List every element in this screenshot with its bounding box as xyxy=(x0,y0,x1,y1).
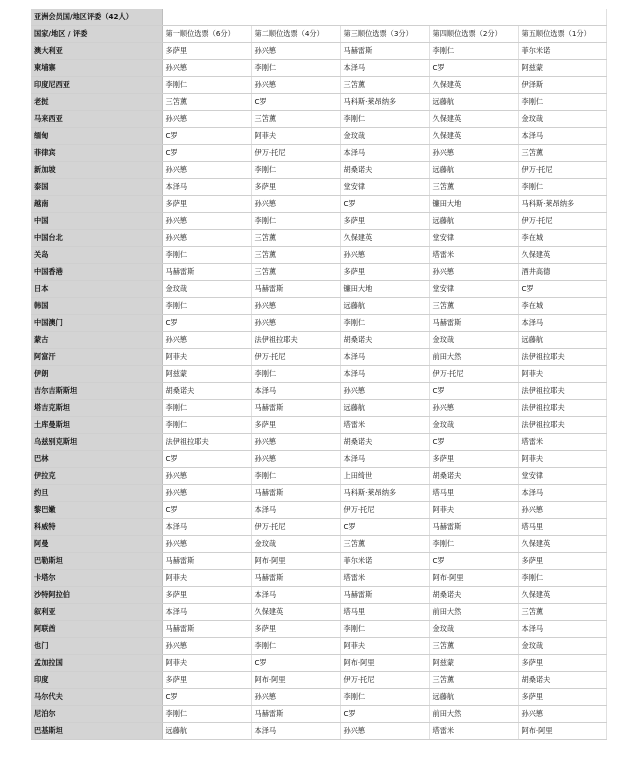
country-cell: 柬埔寨 xyxy=(31,60,162,77)
country-cell: 科威特 xyxy=(31,519,162,536)
vote-cell-1: 阿菲夫 xyxy=(162,349,251,366)
table-row xyxy=(31,281,606,298)
vote-cell-3: 金玟哉 xyxy=(340,128,429,145)
vote-cell-5: 远藤航 xyxy=(518,332,606,349)
vote-cell-2: 孙兴慜 xyxy=(251,43,340,60)
vote-cell-2: 马赫雷斯 xyxy=(251,485,340,502)
vote-cell-1: 多萨里 xyxy=(162,587,251,604)
vote-cell-3: 塔雷米 xyxy=(340,417,429,434)
vote-cell-2: 李刚仁 xyxy=(251,60,340,77)
vote-cell-3: 伊万·托尼 xyxy=(340,502,429,519)
vote-cell-4: 孙兴慜 xyxy=(429,264,518,281)
vote-cell-2: 孙兴慜 xyxy=(251,196,340,213)
vote-cell-3: 李刚仁 xyxy=(340,689,429,706)
vote-cell-4: 远藤航 xyxy=(429,689,518,706)
vote-cell-4: 远藤航 xyxy=(429,94,518,111)
vote-cell-3: 多萨里 xyxy=(340,213,429,230)
vote-cell-1: 胡桑诺夫 xyxy=(162,383,251,400)
vote-cell-5: 本泽马 xyxy=(518,621,606,638)
vote-cell-5: 塔雷米 xyxy=(518,434,606,451)
vote-cell-4: 胡桑诺夫 xyxy=(429,468,518,485)
vote-cell-2: 阿菲夫 xyxy=(251,128,340,145)
vote-cell-5: C罗 xyxy=(518,281,606,298)
table-row xyxy=(31,128,606,145)
vote-cell-3: 镰田大地 xyxy=(340,281,429,298)
vote-cell-5: 伊万·托尼 xyxy=(518,162,606,179)
vote-cell-4: C罗 xyxy=(429,434,518,451)
vote-cell-3: 塔雷米 xyxy=(340,570,429,587)
vote-cell-1: C罗 xyxy=(162,145,251,162)
country-cell: 伊朗 xyxy=(31,366,162,383)
country-cell: 马尔代夫 xyxy=(31,689,162,706)
country-cell: 印度尼西亚 xyxy=(31,77,162,94)
vote-cell-2: 孙兴慜 xyxy=(251,298,340,315)
vote-cell-4: 远藤航 xyxy=(429,162,518,179)
country-cell: 巴勒斯坦 xyxy=(31,553,162,570)
vote-cell-2: 伊万·托尼 xyxy=(251,145,340,162)
vote-cell-5: 塔马里 xyxy=(518,519,606,536)
vote-cell-4: C罗 xyxy=(429,60,518,77)
vote-cell-4: 孙兴慜 xyxy=(429,400,518,417)
vote-cell-4: 伊万·托尼 xyxy=(429,366,518,383)
vote-cell-4: 金玟哉 xyxy=(429,332,518,349)
table-row xyxy=(31,230,606,247)
vote-cell-2: 马赫雷斯 xyxy=(251,400,340,417)
vote-cell-3: 孙兴慜 xyxy=(340,723,429,740)
vote-cell-5: 三笘薰 xyxy=(518,145,606,162)
vote-cell-1: 本泽马 xyxy=(162,519,251,536)
country-cell: 蒙古 xyxy=(31,332,162,349)
vote-cell-2: 李刚仁 xyxy=(251,213,340,230)
vote-cell-5: 多萨里 xyxy=(518,655,606,672)
vote-table xyxy=(31,9,607,740)
table-row xyxy=(31,213,606,230)
table-row xyxy=(31,468,606,485)
vote-cell-1: 多萨里 xyxy=(162,43,251,60)
table-row xyxy=(31,298,606,315)
vote-cell-3: C罗 xyxy=(340,706,429,723)
vote-cell-1: 马赫雷斯 xyxy=(162,264,251,281)
country-cell: 中国澳门 xyxy=(31,315,162,332)
vote-cell-4: 多萨里 xyxy=(429,451,518,468)
vote-cell-5: 金玟哉 xyxy=(518,111,606,128)
vote-cell-5: 菲尔米诺 xyxy=(518,43,606,60)
vote-cell-5: 伊万·托尼 xyxy=(518,213,606,230)
vote-cell-4: 前田大然 xyxy=(429,604,518,621)
table-row xyxy=(31,672,606,689)
vote-cell-4: 阿兹蒙 xyxy=(429,655,518,672)
title-row xyxy=(31,9,606,26)
country-cell: 伊拉克 xyxy=(31,468,162,485)
vote-cell-1: C罗 xyxy=(162,128,251,145)
country-cell: 阿曼 xyxy=(31,536,162,553)
vote-cell-1: 法伊祖拉耶夫 xyxy=(162,434,251,451)
table-row xyxy=(31,383,606,400)
header-country: 国家/地区 / 评委 xyxy=(31,26,162,43)
vote-cell-3: 久保建英 xyxy=(340,230,429,247)
table-title: 亚洲会员国/地区评委（42人） xyxy=(31,9,162,26)
vote-cell-3: 本泽马 xyxy=(340,451,429,468)
vote-cell-4: 前田大然 xyxy=(429,349,518,366)
country-cell: 也门 xyxy=(31,638,162,655)
country-cell: 缅甸 xyxy=(31,128,162,145)
country-cell: 沙特阿拉伯 xyxy=(31,587,162,604)
vote-cell-1: 阿菲夫 xyxy=(162,570,251,587)
vote-cell-5: 阿布·阿里 xyxy=(518,723,606,740)
table-row xyxy=(31,689,606,706)
country-cell: 孟加拉国 xyxy=(31,655,162,672)
country-cell: 约旦 xyxy=(31,485,162,502)
table-row xyxy=(31,485,606,502)
table-row xyxy=(31,553,606,570)
vote-cell-1: 李刚仁 xyxy=(162,417,251,434)
vote-cell-1: 孙兴慜 xyxy=(162,60,251,77)
vote-cell-3: 伊万·托尼 xyxy=(340,672,429,689)
table-row xyxy=(31,570,606,587)
vote-cell-3: 远藤航 xyxy=(340,400,429,417)
country-cell: 乌兹别克斯坦 xyxy=(31,434,162,451)
country-cell: 尼泊尔 xyxy=(31,706,162,723)
vote-cell-4: 马赫雷斯 xyxy=(429,315,518,332)
vote-cell-4: 金玟哉 xyxy=(429,417,518,434)
vote-cell-2: 久保建英 xyxy=(251,604,340,621)
vote-cell-1: C罗 xyxy=(162,502,251,519)
vote-cell-3: 菲尔米诺 xyxy=(340,553,429,570)
vote-cell-2: 多萨里 xyxy=(251,417,340,434)
country-cell: 卡塔尔 xyxy=(31,570,162,587)
vote-cell-5: 酒井高德 xyxy=(518,264,606,281)
header-vote-3: 第三顺位选票（3分） xyxy=(340,26,429,43)
vote-cell-3: 本泽马 xyxy=(340,145,429,162)
vote-cell-5: 法伊祖拉耶夫 xyxy=(518,417,606,434)
vote-cell-5: 伊泽斯 xyxy=(518,77,606,94)
country-cell: 中国 xyxy=(31,213,162,230)
vote-cell-1: 三笘薰 xyxy=(162,94,251,111)
vote-cell-1: 李刚仁 xyxy=(162,400,251,417)
country-cell: 巴林 xyxy=(31,451,162,468)
vote-cell-3: 塔马里 xyxy=(340,604,429,621)
vote-cell-5: 久保建英 xyxy=(518,536,606,553)
vote-cell-5: 堂安律 xyxy=(518,468,606,485)
vote-cell-2: 本泽马 xyxy=(251,587,340,604)
vote-cell-3: 李刚仁 xyxy=(340,315,429,332)
vote-cell-2: 马赫雷斯 xyxy=(251,570,340,587)
vote-cell-4: 镰田大地 xyxy=(429,196,518,213)
vote-cell-3: 孙兴慜 xyxy=(340,383,429,400)
country-cell: 澳大利亚 xyxy=(31,43,162,60)
table-row xyxy=(31,332,606,349)
vote-cell-4: C罗 xyxy=(429,383,518,400)
vote-cell-1: 本泽马 xyxy=(162,179,251,196)
vote-cell-5: 李在城 xyxy=(518,230,606,247)
vote-cell-3: 马赫雷斯 xyxy=(340,43,429,60)
vote-cell-4: 孙兴慜 xyxy=(429,145,518,162)
header-vote-4: 第四顺位选票（2分） xyxy=(429,26,518,43)
vote-cell-1: C罗 xyxy=(162,315,251,332)
table-row xyxy=(31,502,606,519)
table-row xyxy=(31,111,606,128)
vote-cell-2: 马赫雷斯 xyxy=(251,706,340,723)
vote-cell-3: 马赫雷斯 xyxy=(340,587,429,604)
vote-cell-1: 多萨里 xyxy=(162,672,251,689)
vote-cell-1: 马赫雷斯 xyxy=(162,553,251,570)
vote-cell-4: 三笘薰 xyxy=(429,179,518,196)
vote-cell-5: 法伊祖拉耶夫 xyxy=(518,400,606,417)
country-cell: 阿富汗 xyxy=(31,349,162,366)
table-row xyxy=(31,621,606,638)
vote-cell-3: 孙兴慜 xyxy=(340,247,429,264)
vote-cell-2: 伊万·托尼 xyxy=(251,349,340,366)
vote-cell-2: 孙兴慜 xyxy=(251,451,340,468)
vote-cell-2: C罗 xyxy=(251,94,340,111)
vote-cell-3: 本泽马 xyxy=(340,349,429,366)
vote-cell-5: 本泽马 xyxy=(518,128,606,145)
vote-cell-1: C罗 xyxy=(162,451,251,468)
country-cell: 关岛 xyxy=(31,247,162,264)
table-row xyxy=(31,638,606,655)
vote-cell-3: 阿布·阿里 xyxy=(340,655,429,672)
vote-cell-3: 本泽马 xyxy=(340,60,429,77)
vote-cell-3: C罗 xyxy=(340,519,429,536)
vote-cell-5: 李刚仁 xyxy=(518,179,606,196)
country-cell: 老挝 xyxy=(31,94,162,111)
country-cell: 马来西亚 xyxy=(31,111,162,128)
vote-cell-5: 金玟哉 xyxy=(518,638,606,655)
table-row xyxy=(31,451,606,468)
vote-cell-1: 孙兴慜 xyxy=(162,468,251,485)
vote-cell-5: 本泽马 xyxy=(518,485,606,502)
vote-cell-5: 孙兴慜 xyxy=(518,706,606,723)
country-cell: 越南 xyxy=(31,196,162,213)
table-row xyxy=(31,400,606,417)
vote-cell-5: 李在城 xyxy=(518,298,606,315)
vote-cell-2: 李刚仁 xyxy=(251,468,340,485)
vote-cell-1: 孙兴慜 xyxy=(162,485,251,502)
vote-cell-4: 三笘薰 xyxy=(429,298,518,315)
table-row xyxy=(31,196,606,213)
vote-cell-5: 本泽马 xyxy=(518,315,606,332)
vote-cell-2: 三笘薰 xyxy=(251,230,340,247)
vote-cell-2: 马赫雷斯 xyxy=(251,281,340,298)
table-row xyxy=(31,655,606,672)
vote-cell-2: 本泽马 xyxy=(251,502,340,519)
vote-cell-2: 多萨里 xyxy=(251,179,340,196)
vote-cell-2: 李刚仁 xyxy=(251,638,340,655)
vote-cell-5: 久保建英 xyxy=(518,247,606,264)
vote-cell-4: 久保建英 xyxy=(429,128,518,145)
vote-cell-4: 阿布·阿里 xyxy=(429,570,518,587)
country-cell: 印度 xyxy=(31,672,162,689)
vote-cell-3: C罗 xyxy=(340,196,429,213)
vote-cell-3: 远藤航 xyxy=(340,298,429,315)
vote-cell-2: C罗 xyxy=(251,655,340,672)
vote-cell-3: 三笘薰 xyxy=(340,536,429,553)
vote-cell-4: 堂安律 xyxy=(429,281,518,298)
vote-cell-3: 本泽马 xyxy=(340,366,429,383)
table-row xyxy=(31,145,606,162)
vote-cell-4: 塔雷米 xyxy=(429,247,518,264)
vote-cell-3: 上田绮世 xyxy=(340,468,429,485)
vote-cell-2: 阿布·阿里 xyxy=(251,553,340,570)
vote-cell-4: 久保建英 xyxy=(429,111,518,128)
vote-cell-2: 本泽马 xyxy=(251,723,340,740)
vote-cell-1: 孙兴慜 xyxy=(162,230,251,247)
table-row xyxy=(31,587,606,604)
country-cell: 菲律宾 xyxy=(31,145,162,162)
vote-cell-5: 多萨里 xyxy=(518,553,606,570)
vote-cell-5: 法伊祖拉耶夫 xyxy=(518,349,606,366)
country-cell: 塔吉克斯坦 xyxy=(31,400,162,417)
country-cell: 中国香港 xyxy=(31,264,162,281)
vote-cell-3: 多萨里 xyxy=(340,264,429,281)
vote-cell-2: 三笘薰 xyxy=(251,264,340,281)
country-cell: 巴基斯坦 xyxy=(31,723,162,740)
country-cell: 新加坡 xyxy=(31,162,162,179)
vote-cell-3: 马科斯·莱昂纳多 xyxy=(340,485,429,502)
title-blank-cell xyxy=(162,9,606,26)
table-row xyxy=(31,417,606,434)
vote-cell-5: 法伊祖拉耶夫 xyxy=(518,383,606,400)
country-cell: 叙利亚 xyxy=(31,604,162,621)
vote-cell-4: 李刚仁 xyxy=(429,43,518,60)
vote-cell-2: 李刚仁 xyxy=(251,162,340,179)
vote-cell-2: 多萨里 xyxy=(251,621,340,638)
vote-cell-5: 多萨里 xyxy=(518,689,606,706)
country-cell: 韩国 xyxy=(31,298,162,315)
vote-cell-4: 堂安律 xyxy=(429,230,518,247)
vote-table-sheet xyxy=(31,9,606,740)
vote-cell-2: 李刚仁 xyxy=(251,366,340,383)
vote-cell-1: 李刚仁 xyxy=(162,298,251,315)
vote-cell-2: 本泽马 xyxy=(251,383,340,400)
table-row xyxy=(31,706,606,723)
country-cell: 日本 xyxy=(31,281,162,298)
vote-cell-5: 三笘薰 xyxy=(518,604,606,621)
vote-cell-1: 李刚仁 xyxy=(162,247,251,264)
header-vote-2: 第二顺位选票（4分） xyxy=(251,26,340,43)
table-row xyxy=(31,349,606,366)
vote-cell-2: 孙兴慜 xyxy=(251,689,340,706)
vote-cell-3: 胡桑诺夫 xyxy=(340,332,429,349)
vote-cell-4: 久保建英 xyxy=(429,77,518,94)
table-row xyxy=(31,434,606,451)
vote-cell-5: 阿兹蒙 xyxy=(518,60,606,77)
vote-cell-5: 李刚仁 xyxy=(518,570,606,587)
vote-cell-5: 阿菲夫 xyxy=(518,366,606,383)
vote-cell-4: 李刚仁 xyxy=(429,536,518,553)
vote-cell-4: 马赫雷斯 xyxy=(429,519,518,536)
vote-cell-4: 前田大然 xyxy=(429,706,518,723)
vote-cell-3: 李刚仁 xyxy=(340,111,429,128)
vote-cell-5: 孙兴慜 xyxy=(518,502,606,519)
vote-cell-4: 金玟哉 xyxy=(429,621,518,638)
vote-cell-1: 李刚仁 xyxy=(162,706,251,723)
table-row xyxy=(31,94,606,111)
vote-cell-1: 孙兴慜 xyxy=(162,111,251,128)
vote-cell-2: 孙兴慜 xyxy=(251,315,340,332)
vote-cell-1: 远藤航 xyxy=(162,723,251,740)
table-row xyxy=(31,162,606,179)
vote-cell-3: 马科斯·莱昂纳多 xyxy=(340,94,429,111)
header-row xyxy=(31,26,606,43)
vote-cell-5: 胡桑诺夫 xyxy=(518,672,606,689)
table-row xyxy=(31,179,606,196)
vote-cell-4: 胡桑诺夫 xyxy=(429,587,518,604)
vote-cell-2: 三笘薰 xyxy=(251,247,340,264)
vote-cell-4: 三笘薰 xyxy=(429,672,518,689)
table-row xyxy=(31,604,606,621)
vote-cell-3: 胡桑诺夫 xyxy=(340,162,429,179)
vote-cell-4: 塔马里 xyxy=(429,485,518,502)
table-row xyxy=(31,315,606,332)
vote-cell-1: 孙兴慜 xyxy=(162,332,251,349)
vote-cell-5: 阿菲夫 xyxy=(518,451,606,468)
vote-cell-1: 李刚仁 xyxy=(162,77,251,94)
vote-cell-4: 三笘薰 xyxy=(429,638,518,655)
vote-cell-4: C罗 xyxy=(429,553,518,570)
vote-cell-3: 阿菲夫 xyxy=(340,638,429,655)
table-row xyxy=(31,519,606,536)
vote-cell-1: 阿兹蒙 xyxy=(162,366,251,383)
vote-cell-3: 堂安律 xyxy=(340,179,429,196)
country-cell: 土库曼斯坦 xyxy=(31,417,162,434)
header-vote-1: 第一顺位选票（6分） xyxy=(162,26,251,43)
vote-cell-1: 本泽马 xyxy=(162,604,251,621)
vote-cell-1: 孙兴慜 xyxy=(162,536,251,553)
vote-cell-4: 远藤航 xyxy=(429,213,518,230)
country-cell: 中国台北 xyxy=(31,230,162,247)
vote-cell-1: 孙兴慜 xyxy=(162,213,251,230)
country-cell: 泰国 xyxy=(31,179,162,196)
vote-cell-1: 阿菲夫 xyxy=(162,655,251,672)
country-cell: 黎巴嫩 xyxy=(31,502,162,519)
vote-cell-4: 阿菲夫 xyxy=(429,502,518,519)
table-row xyxy=(31,536,606,553)
vote-cell-1: 多萨里 xyxy=(162,196,251,213)
table-row xyxy=(31,247,606,264)
vote-cell-2: 阿布·阿里 xyxy=(251,672,340,689)
country-cell: 吉尔吉斯斯坦 xyxy=(31,383,162,400)
table-row xyxy=(31,43,606,60)
country-cell: 阿联酋 xyxy=(31,621,162,638)
header-vote-5: 第五顺位选票（1分） xyxy=(518,26,606,43)
table-row xyxy=(31,366,606,383)
vote-cell-4: 塔雷米 xyxy=(429,723,518,740)
vote-cell-1: 孙兴慜 xyxy=(162,638,251,655)
vote-cell-2: 孙兴慜 xyxy=(251,77,340,94)
table-row xyxy=(31,60,606,77)
vote-cell-1: 金玟哉 xyxy=(162,281,251,298)
vote-cell-1: C罗 xyxy=(162,689,251,706)
vote-cell-2: 金玟哉 xyxy=(251,536,340,553)
table-row xyxy=(31,77,606,94)
vote-cell-2: 伊万·托尼 xyxy=(251,519,340,536)
vote-cell-2: 法伊祖拉耶夫 xyxy=(251,332,340,349)
vote-cell-3: 胡桑诺夫 xyxy=(340,434,429,451)
vote-cell-5: 马科斯·莱昂纳多 xyxy=(518,196,606,213)
vote-cell-5: 久保建英 xyxy=(518,587,606,604)
vote-cell-1: 马赫雷斯 xyxy=(162,621,251,638)
vote-cell-3: 李刚仁 xyxy=(340,621,429,638)
vote-cell-2: 三笘薰 xyxy=(251,111,340,128)
table-row xyxy=(31,723,606,740)
vote-cell-3: 三笘薰 xyxy=(340,77,429,94)
table-row xyxy=(31,264,606,281)
vote-cell-5: 李刚仁 xyxy=(518,94,606,111)
vote-cell-2: 孙兴慜 xyxy=(251,434,340,451)
vote-cell-1: 孙兴慜 xyxy=(162,162,251,179)
